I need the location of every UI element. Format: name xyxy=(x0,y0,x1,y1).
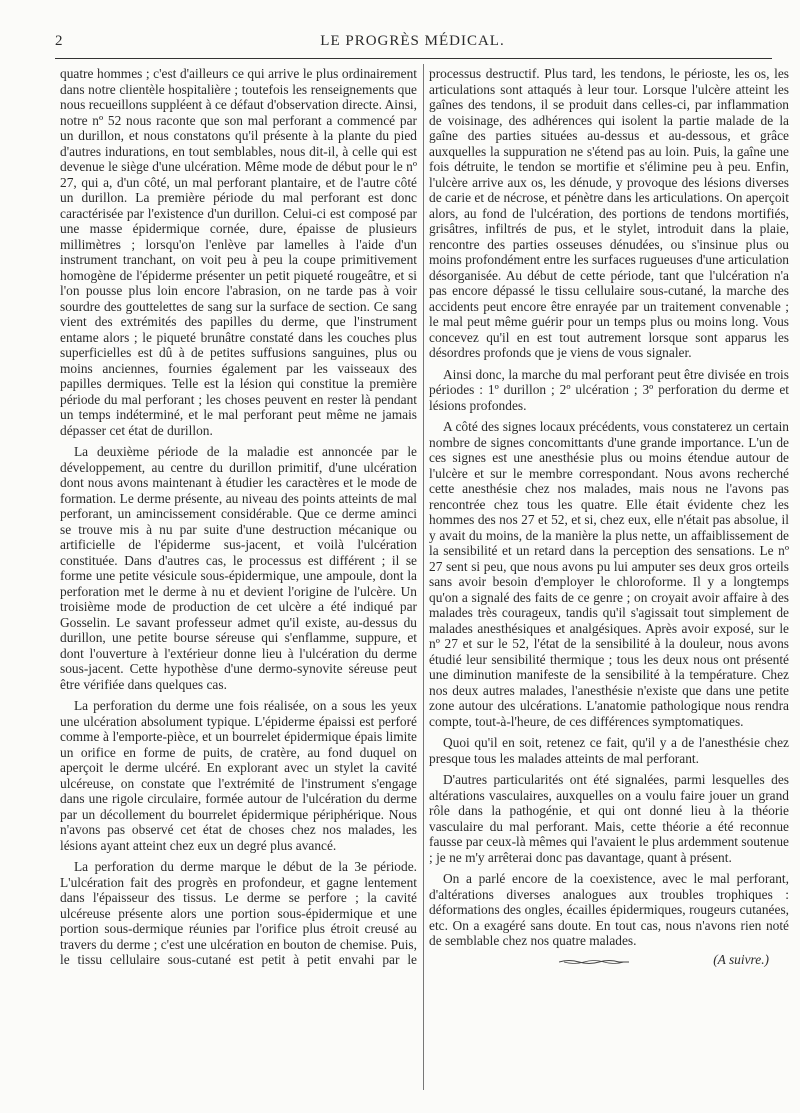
paragraph: A côté des signes locaux précédents, vous constaterez un certain nombre de signes concomittants d'une grande importance. L'un de ces signes est une anesthésie plus ou moins étendue autour de l'ulcère et sur le membre correspondant. Nous avons recherché cette anesthésie chez nos malades, mais nous ne l'avons pas rencontrée chez tous les quatre. Elle était évidente chez les hommes des nos 27 et 52, et si, chez eux, elle n'était pas absolue, il y avait du moins, de la manière la plus nette, un affaiblissement de la sensibilité et un retard dans la perception des sensations. Le nº 27 sent si peu, que nous avons pu lui amputer ses deux gros orteils sans avoir besoin d'employer le chloroforme. Il y a longtemps qu'on a signalé des faits de ce genre ; on croyait avoir affaire à des malades très courageux, tandis qu'il s'agissait tout simplement de malades anesthésiques et analgésiques. Après avoir exposé, sur le nº 27 et sur le 52, l'état de la sensibilité à la douleur, nous avons étudié leur sensibilité thermique ; tous les deux nous ont présenté une diminution manifeste de la sensibilité à la température. Chez nos deux autres malades, l'anesthésie n'existe que dans une petite zone autour des ulcérations. L'anatomie pathologique nous rendra compte, tout-à-l'heure, de ces différences symptomatiques. xyxy=(429,419,789,729)
continuation-note: (A suivre.) xyxy=(713,951,769,967)
journal-title: LE PROGRÈS MÉDICAL. xyxy=(320,33,505,49)
sign-off xyxy=(429,953,789,969)
paragraph: La perforation du derme une fois réalisée, on a sous les yeux une ulcération absolument typique. L'épiderme épaissi est perforé comme à l'emporte-pièce, et un bourrelet épidermique épais limite un orifice en forme de puits, de cratère, au fond duquel on aperçoit le derme ulcéré. En explorant avec un stylet la cavité ulcéreuse, on constate que l'extrémité de l'instrument s'engage dans une rigole circulaire, formée autour de l'ulcération du derme par un décollement du bourrelet épidermique périphérique. Nous n'avons pas observé cet état de choses chez nos malades, les lésions ayant atteint chez eux un degré plus avancé. xyxy=(60,698,417,853)
ornament-rule-icon xyxy=(559,959,629,965)
paragraph: D'autres particularités ont été signalées, parmi lesquelles des altérations vasculaires, auxquelles on a voulu faire jouer un grand rôle dans la pathogénie, et qui ont donné lieu à la théorie vasculaire du mal perforant. Mais, cette théorie a été reconnue fausse par ceux-là mêmes qui l'avaient le plus ardemment soutenue ; je ne m'y arrêterai donc pas davantage, quant à présent. xyxy=(429,772,789,865)
paragraph: La perforation du derme marque le début de la 3e période. L'ulcération fait des progrès en profondeur, et gagne lentement dans l'épaisseur des tissus. Le derme se perfore ; la cavité ulcéreuse présente alors une portion sous-épidermique et une portion sous-dermique réunies par l'orifice plus étroit creusé au travers du derme ; c'est une ulcération en bouton de chemise. Puis, le tissu cellulaire sous-cutané est petit à petit envahi par le xyxy=(60,859,417,967)
paragraph: processus destructif. Plus tard, les tendons, le périoste, les os, les articulations sont attaqués à leur tour. Lorsque l'ulcère atteint les gaînes des tendons, il se produit dans celles-ci, par inflammation de voisinage, des adhérences qui isolent la partie malade de la gaîne des parties situées au-dessus et au-dessous, et grâce auxquelles la suppuration ne s'étend pas au loin. Puis, la gaîne une fois détruite, le tendon se mortifie et s'élimine peu à peu. Enfin, l'ulcère arrive aux os, les dénude, y provoque des lésions diverses de carie et de nécrose, et pénètre dans les articulations. On aperçoit alors, au fond de l'ulcération, des portions de tendons mortifiés, grisâtres, infiltrés de pus, et le stylet, introduit dans la plaie, rencontre des parties osseuses dénudées, ou s'insinue plus ou moins profondément entre les surfaces rugueuses d'une articulation désorganisée. Au début de cette période, tant que l'ulcération n'a pas encore dépassé le tissu cellulaire sous-cutané, la marche des accidents peut encore être enrayée par un traitement convenable ; le mal peut même guérir pour un temps plus ou moins long. Vous concevez qu'il en est tout autrement lorsque sont apparus les désordres profonds que je viens de vous signaler. xyxy=(429,66,789,360)
header-rule xyxy=(55,58,772,59)
paragraph: Ainsi donc, la marche du mal perforant peut être divisée en trois périodes : 1º durillon ; 2º ulcération ; 3º perforation du derme et lésions profondes. xyxy=(429,366,789,413)
paragraph: Quoi qu'il en soit, retenez ce fait, qu'il y a de l'anesthésie chez presque tous les malades atteints de mal perforant. xyxy=(429,735,789,766)
paragraph: quatre hommes ; c'est d'ailleurs ce qui arrive le plus ordinairement dans notre clientèle hospitalière ; toutefois les renseignements que nous recueillons suppléent à ce défaut d'observation directe. Ainsi, notre nº 52 nous raconte que son mal perforant a commencé par un durillon, et nous constatons qu'il présente à la plante du pied d'autres indurations, en tout semblables, nous dit-il, à celle qui est devenue le siège d'une ulcération. Même mode de début pour le nº 27, qui a, d'un côté, un mal perforant plantaire, et de l'autre côté un durillon. La première période du mal perforant est donc caractérisée par l'existence d'un durillon. Celui-ci est composé par une masse épidermique cornée, dure, épaisse de plusieurs millimètres ; lorsqu'on l'enlève par lamelles à l'aide d'un instrument tranchant, on voit peu à peu la coupe primitivement homogène de l'épiderme présenter un petit piqueté rougeâtre, et si l'on pousse plus loin encore l'abrasion, on ne tarde pas à voir sourdre des gouttelettes de sang sur la surface de section. Ce sang vient des extrémités des papilles du derme, que l'instrument entame alors ; le piqueté brunâtre constaté dans les couches plus superficielles est dû à de petites suffusions sanguines, plus ou moins anciennes, fournies également par les vaisseaux des papilles dermiques. Telle est la lésion qui constitue la première période du mal perforant ; les choses peuvent en rester là pendant un temps indéterminé, et le mal perforant peut même ne jamais dépasser cet état de durillon. xyxy=(60,66,417,438)
paragraph: La deuxième période de la maladie est annoncée par le développement, au centre du durillon primitif, d'une ulcération dont nous avons maintenant à étudier les caractères et le mode de formation. Le derme présente, au niveau des points atteints de mal perforant, un amincissement considérable. Que ce derme aminci se trouve mis à nu par suite d'une destruction mécanique ou artificielle de l'épiderme sus-jacent, et voilà l'ulcération constituée. Dans d'autres cas, le processus est différent ; il se forme une petite vésicule sous-épidermique, une ampoule, dont la perforation met le derme à nu et devient l'origine de l'ulcère. Un troisième mode de production de cet ulcère a été indiqué par Gosselin. Le savant professeur admet qu'il existe, au-dessus du durillon, une petite bourse séreuse qui s'enflamme, suppure, et dont l'ouverture à l'extérieur donne lieu à l'ulcération du derme sous-jacent. Cette hypothèse d'une dermo-synovite séreuse peut être vérifiée dans quelques cas. xyxy=(60,444,417,692)
column-divider xyxy=(423,64,424,1090)
running-head xyxy=(55,33,770,53)
left-column xyxy=(60,66,417,974)
right-column xyxy=(429,66,789,969)
paragraph: On a parlé encore de la coexistence, avec le mal perforant, d'altérations diverses analogues aux troubles trophiques : déformations des ongles, écailles épidermiques, rougeurs cutanées, etc. On a exagéré sans doute. En tout cas, nous n'avons rien noté de semblable chez nos quatre malades. xyxy=(429,871,789,948)
page-number: 2 xyxy=(55,33,63,49)
